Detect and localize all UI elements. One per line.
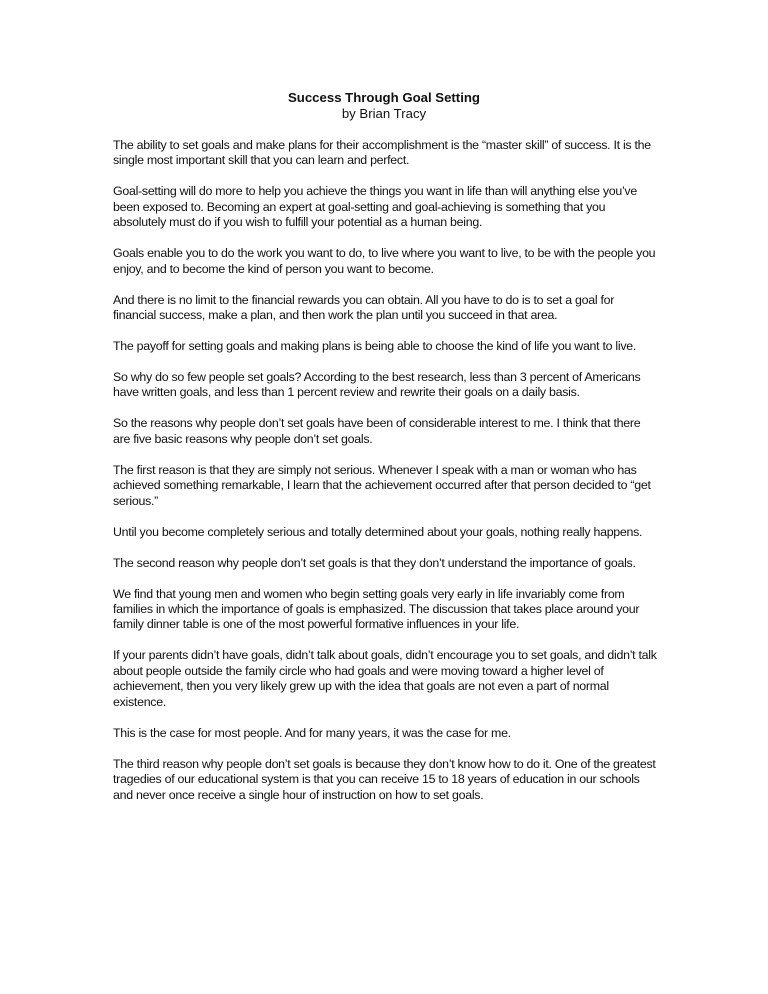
document-title: Success Through Goal Setting [288,90,480,105]
paragraph: We find that young men and women who begin setting goals very early in life invariably come from families in which the importance of goals is emphasized. The discussion that takes place around your family dinner table is one of the most powerful formative influences in your life. [113,586,640,632]
paragraph: This is the case for most people. And for many years, it was the case for me. [113,725,511,740]
paragraph: If your parents didn’t have goals, didn’t talk about goals, didn’t encourage you to set goals, and didn’t talk about people outside the family circle who had goals and were moving toward a higher level of achievement, then you very likely grew up with the idea that goals are not even a part of normal existence. [113,648,657,709]
paragraph: The payoff for setting goals and making plans is being able to choose the kind of life you want to live. [113,339,637,354]
paragraph: The first reason is that they are simply not serious. Whenever I speak with a man or woman who has achieved something remarkable, I learn that the achievement occurred after that person decided to “get serious.” [113,462,651,508]
paragraph: Goals enable you to do the work you want to do, to live where you want to live, to be with the people you enjoy, and to become the kind of person you want to become. [113,246,656,276]
paragraph: So why do so few people set goals? According to the best research, less than 3 percent of Americans have written goals, and less than 1 percent review and rewrite their goals on a daily basis. [113,370,641,400]
paragraph: Until you become completely serious and totally determined about your goals, nothing really happens. [113,524,643,539]
paragraph: The second reason why people don’t set goals is that they don’t understand the importance of goals. [113,555,636,570]
document-header [0,90,768,122]
document-body [113,138,659,819]
paragraph: So the reasons why people don’t set goals have been of considerable interest to me. I think that there are five basic reasons why people don’t set goals. [113,416,641,446]
paragraph: The third reason why people don’t set goals is because they don’t know how to do it. One of the greatest tragedies of our educational system is that you can receive 15 to 18 years of education in our schools and never once receive a single hour of instruction on how to set goals. [113,756,656,802]
document-author: by Brian Tracy [341,106,427,121]
paragraph: The ability to set goals and make plans for their accomplishment is the “master skill” of success. It is the single most important skill that you can learn and perfect. [113,138,651,168]
paragraph: And there is no limit to the financial rewards you can obtain. All you have to do is to set a goal for financial success, make a plan, and then work the plan until you succeed in that area. [113,292,615,323]
paragraph: Goal-setting will do more to help you achieve the things you want in life than will anything else you’ve been exposed to. Becoming an expert at goal-setting and goal-achieving is something that you absolutely must do if you wish to fulfill your potential as a human being. [113,184,637,230]
